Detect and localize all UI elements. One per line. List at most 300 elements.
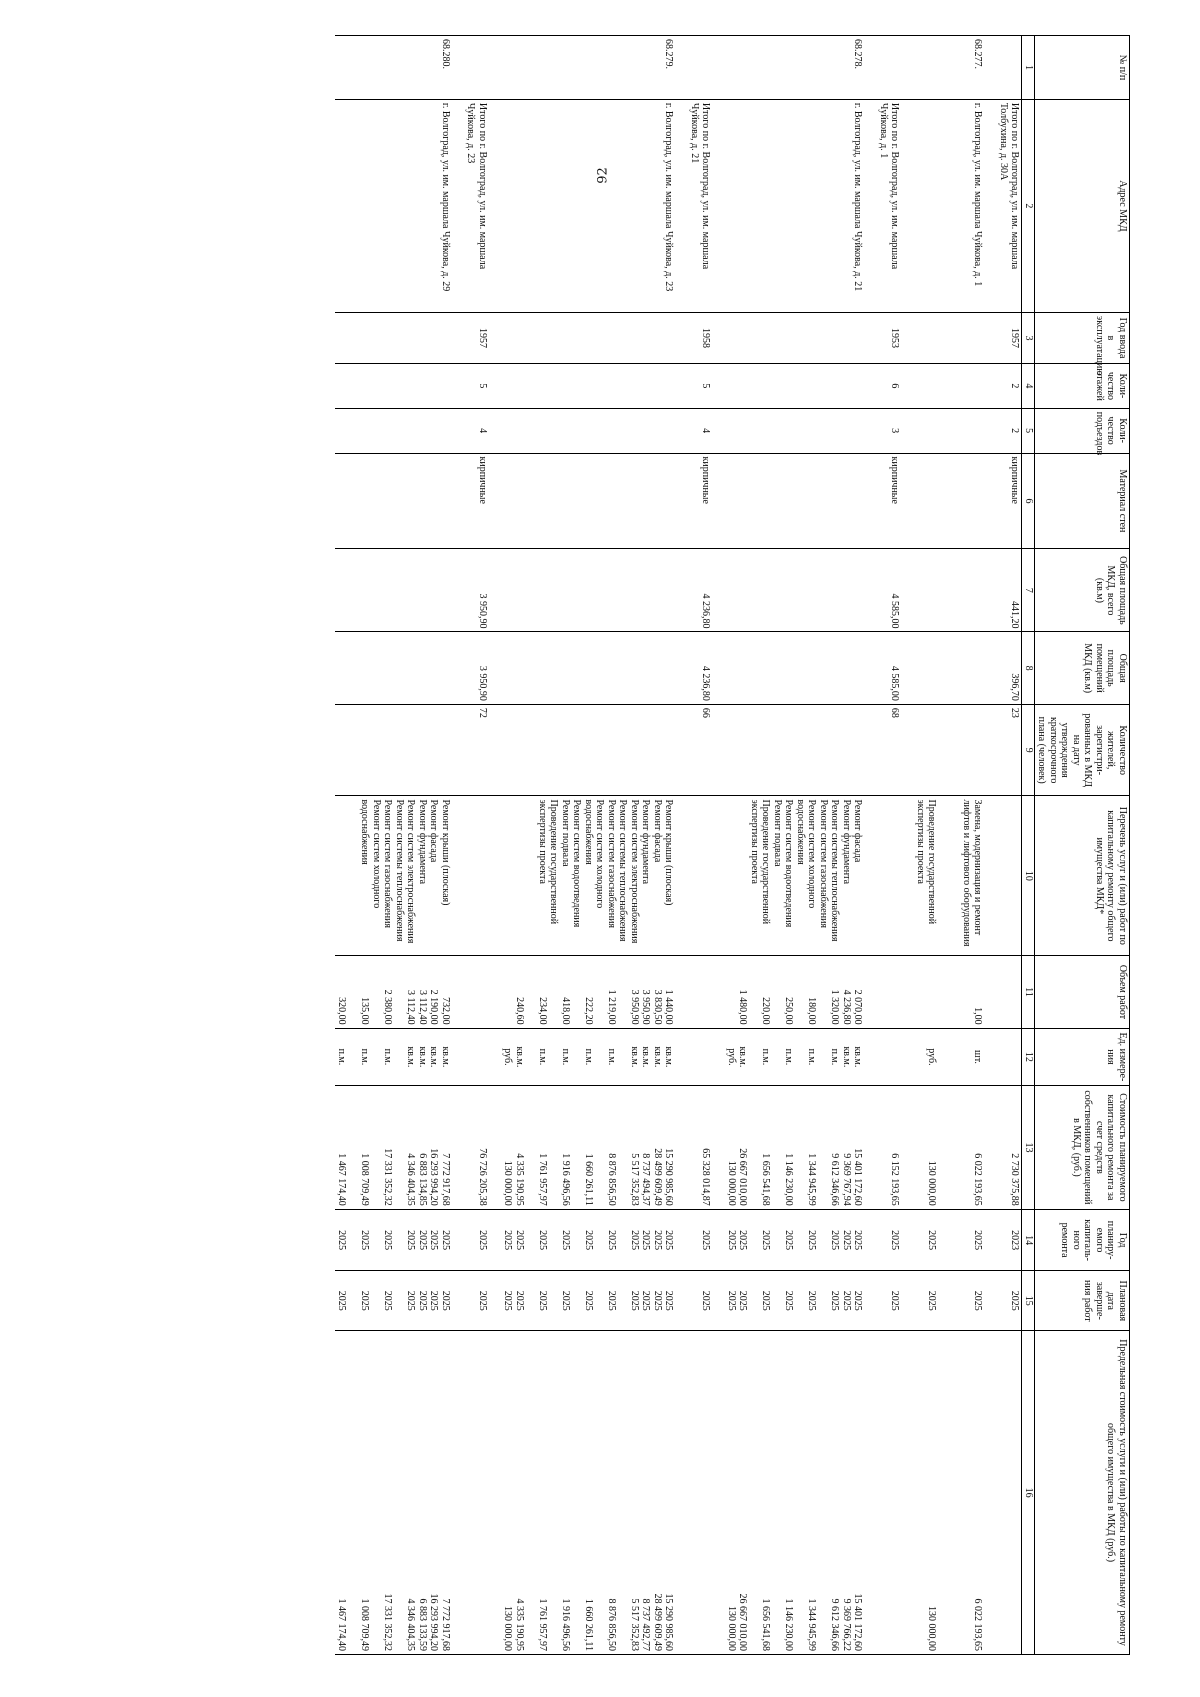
work-item: Ремонт системы теплоснабжения bbox=[617, 799, 629, 942]
cost-value: 1 008 709,49 bbox=[359, 1153, 371, 1206]
limit-value: 4 335 190,95 bbox=[514, 1598, 525, 1651]
end-year-value: 2025 bbox=[663, 1290, 675, 1311]
volume-value: 1 440,00 bbox=[663, 989, 675, 1025]
work-item: Ремонт фундамента bbox=[640, 799, 652, 885]
plan-year-value: 2025 bbox=[583, 1230, 594, 1251]
col-header-year: Год ввода в эксплуатацию bbox=[1035, 312, 1130, 363]
volume-value: 180,00 bbox=[806, 997, 818, 1025]
volume-value: 222,20 bbox=[583, 997, 594, 1025]
cost-value: 4 346 404,35 bbox=[405, 1153, 417, 1206]
plan-year-value: 2025 bbox=[382, 1230, 394, 1251]
cost-value: 1 467 174,40 bbox=[336, 1153, 348, 1206]
unit-value: п.м. bbox=[560, 1048, 571, 1066]
total-area-total: 441,20 bbox=[997, 549, 1023, 632]
end-year-value: 2025 bbox=[405, 1290, 417, 1311]
end-year-list bbox=[501, 1271, 676, 1331]
work-item: Ремонт фасада bbox=[428, 799, 440, 863]
plan-year-value: 2025 bbox=[606, 1230, 617, 1251]
house-address: г. Волгоград, ул. им. маршала Чуйкова, д. 1 bbox=[914, 99, 985, 312]
volume-value: 4 236,80 bbox=[841, 989, 852, 1025]
work-item: Ремонт систем водоотведения bbox=[571, 799, 583, 928]
plan-year-value: 2025 bbox=[640, 1230, 652, 1251]
total-entrances: 4 bbox=[464, 408, 489, 453]
cost-value: 9 612 346,66 bbox=[829, 1153, 841, 1206]
end-year-value: 2025 bbox=[537, 1290, 548, 1311]
volume-value: 732,00 bbox=[440, 997, 451, 1025]
volume-value: 135,00 bbox=[359, 997, 371, 1025]
volume-list bbox=[335, 956, 452, 1028]
cost-value: 1 761 957,97 bbox=[537, 1153, 548, 1206]
cost-value: 130 000,00 bbox=[926, 1160, 938, 1206]
col-num: 6 bbox=[1022, 453, 1035, 549]
total-area-total: 4 236,80 bbox=[688, 549, 713, 632]
plan-year-list bbox=[914, 1209, 985, 1271]
col-header-area-total: Общая площадь МКД, всего (кв.м) bbox=[1035, 549, 1130, 632]
unit-value: кв.м. bbox=[405, 1046, 417, 1068]
total-year: 1957 bbox=[997, 312, 1023, 363]
cost-value: 17 331 352,32 bbox=[382, 1148, 394, 1206]
col-num: 3 bbox=[1022, 312, 1035, 363]
total-end-year: 2025 bbox=[464, 1271, 489, 1331]
work-item: Ремонт фасада bbox=[652, 799, 663, 863]
limit-value: 8 876 856,50 bbox=[606, 1598, 617, 1651]
cost-list bbox=[725, 1086, 865, 1210]
limit-value: 1 761 957,97 bbox=[537, 1598, 548, 1651]
volume-value: 1,00 bbox=[972, 1007, 984, 1025]
unit-value: шт. bbox=[972, 1050, 984, 1064]
col-num: 16 bbox=[1022, 1331, 1035, 1655]
cost-value: 130 000,00 bbox=[502, 1160, 514, 1206]
limit-value: 15 401 172,60 bbox=[852, 1593, 864, 1651]
unit-value: кв.м. bbox=[852, 1046, 864, 1068]
total-material: кирпичные bbox=[688, 453, 713, 549]
work-item: Ремонт фундамента bbox=[841, 799, 852, 885]
plan-year-value: 2025 bbox=[502, 1230, 514, 1251]
plan-year-value: 2025 bbox=[336, 1230, 348, 1251]
column-number-row bbox=[1022, 36, 1035, 1655]
volume-list bbox=[914, 956, 985, 1028]
limit-list bbox=[501, 1331, 676, 1655]
plan-year-value: 2025 bbox=[841, 1230, 852, 1251]
volume-value: 418,00 bbox=[560, 997, 571, 1025]
total-cost: 2 730 375,88 bbox=[997, 1086, 1023, 1210]
limit-value: 1 660 261,11 bbox=[583, 1598, 594, 1651]
end-year-list bbox=[914, 1271, 985, 1331]
plan-year-value: 2025 bbox=[726, 1230, 737, 1251]
limit-value: 6 883 133,59 bbox=[417, 1598, 428, 1651]
plan-year-value: 2025 bbox=[972, 1230, 984, 1251]
row-number: 68.278. bbox=[725, 36, 865, 100]
row-number: 68.277. bbox=[914, 36, 985, 100]
col-header-cost: Стоимость планируемого капитального ремонта за счет средств собственников помещений в МКД, (руб.) bbox=[1035, 1086, 1130, 1210]
limit-value: 1 656 541,68 bbox=[760, 1598, 772, 1651]
total-address: Итого по г. Волгоград, ул. им. маршала Чуйкова, д. 21 bbox=[688, 99, 713, 312]
plan-year-value: 2025 bbox=[663, 1230, 675, 1251]
cost-list bbox=[335, 1086, 452, 1210]
total-plan-year: 2025 bbox=[688, 1209, 713, 1271]
col-header-entrances: Коли-чество подъездов bbox=[1035, 408, 1130, 453]
end-year-value: 2025 bbox=[640, 1290, 652, 1311]
end-year-value: 2025 bbox=[417, 1290, 428, 1311]
total-material: кирпичные bbox=[997, 453, 1023, 549]
unit-value: п.м. bbox=[606, 1048, 617, 1066]
house-address: г. Волгоград, ул. им. маршала Чуйкова, д. 23 bbox=[501, 99, 676, 312]
limit-value: 9 612 346,66 bbox=[829, 1598, 841, 1651]
work-item: Ремонт подвала bbox=[560, 799, 571, 867]
house-row bbox=[914, 36, 985, 1655]
unit-value: п.м. bbox=[760, 1048, 772, 1066]
rotated-page bbox=[50, 35, 1130, 1655]
work-item: Проведение государственной экспертизы проекта bbox=[537, 799, 560, 925]
col-header-area-rooms: Общая площадь помещений МКД (кв.м) bbox=[1035, 632, 1130, 704]
plan-year-value: 2025 bbox=[440, 1230, 451, 1251]
volume-value: 3 950,90 bbox=[640, 989, 652, 1025]
end-year-value: 2025 bbox=[972, 1290, 984, 1311]
header-row bbox=[1035, 36, 1130, 1655]
end-year-value: 2025 bbox=[428, 1290, 440, 1311]
unit-value: кв.м. bbox=[841, 1046, 852, 1068]
limit-value: 15 290 985,60 bbox=[663, 1593, 675, 1651]
total-area-rooms: 4 585,00 bbox=[877, 632, 902, 704]
plan-year-value: 2025 bbox=[760, 1230, 772, 1251]
end-year-value: 2025 bbox=[737, 1290, 749, 1311]
cost-list bbox=[501, 1086, 676, 1210]
total-floors: 5 bbox=[464, 364, 489, 409]
plan-year-value: 2025 bbox=[428, 1230, 440, 1251]
end-year-value: 2025 bbox=[359, 1290, 371, 1311]
cost-list bbox=[914, 1086, 985, 1210]
unit-value: п.м. bbox=[583, 1048, 594, 1066]
end-year-list bbox=[335, 1271, 452, 1331]
work-item: Ремонт системы теплоснабжения bbox=[829, 799, 841, 942]
unit-value: кв.м. bbox=[663, 1046, 675, 1068]
plan-year-value: 2025 bbox=[359, 1230, 371, 1251]
col-header-unit: Ед. измере-ния bbox=[1035, 1028, 1130, 1086]
work-item: Ремонт систем электроснабжения bbox=[405, 799, 417, 944]
end-year-value: 2025 bbox=[514, 1290, 525, 1311]
total-entrances: 3 bbox=[877, 408, 902, 453]
col-num: 10 bbox=[1022, 796, 1035, 956]
unit-value: п.м. bbox=[359, 1048, 371, 1066]
total-area-total: 4 585,00 bbox=[877, 549, 902, 632]
work-item: Замена, модернизация и ремонт лифтов и лифтового оборудования bbox=[961, 799, 984, 947]
limit-value: 1 344 945,99 bbox=[806, 1598, 818, 1651]
col-num: 2 bbox=[1022, 99, 1035, 312]
limit-value: 1 008 709,49 bbox=[359, 1598, 371, 1651]
volume-value: 220,00 bbox=[760, 997, 772, 1025]
work-item: Ремонт крыши (плоская) bbox=[440, 799, 451, 906]
limit-value: 1 146 230,00 bbox=[783, 1598, 795, 1651]
total-area-total: 3 950,90 bbox=[464, 549, 489, 632]
unit-value: п.м. bbox=[382, 1048, 394, 1066]
total-entrances: 2 bbox=[997, 408, 1023, 453]
cost-value: 130 000,00 bbox=[726, 1160, 737, 1206]
cost-value: 5 517 352,83 bbox=[629, 1153, 640, 1206]
cost-value: 1 916 496,56 bbox=[560, 1153, 571, 1206]
limit-value: 1 467 174,40 bbox=[336, 1598, 348, 1651]
total-plan-year: 2025 bbox=[877, 1209, 902, 1271]
total-end-year: 2025 bbox=[997, 1271, 1023, 1331]
plan-year-value: 2025 bbox=[829, 1230, 841, 1251]
work-item: Ремонт систем холодного водоснабжения bbox=[795, 799, 818, 909]
total-area-rooms: 396,70 bbox=[997, 632, 1023, 704]
total-floors: 2 bbox=[997, 364, 1023, 409]
plan-year-value: 2025 bbox=[560, 1230, 571, 1251]
work-item: Ремонт системы теплоснабжения bbox=[394, 799, 405, 942]
total-entrances: 4 bbox=[688, 408, 713, 453]
house-row bbox=[501, 36, 676, 1655]
volume-list bbox=[725, 956, 865, 1028]
volume-value: 320,00 bbox=[336, 997, 348, 1025]
end-year-value: 2025 bbox=[502, 1290, 514, 1311]
col-num: 8 bbox=[1022, 632, 1035, 704]
limit-value: 130 000,00 bbox=[726, 1606, 737, 1651]
plan-year-value: 2025 bbox=[737, 1230, 749, 1251]
cost-value: 15 401 172,60 bbox=[852, 1148, 864, 1206]
work-item: Ремонт систем газоснабжения bbox=[382, 799, 394, 929]
limit-value: 26 667 010,00 bbox=[737, 1593, 749, 1651]
volume-value: 1 320,00 bbox=[829, 989, 841, 1025]
total-address: Итого по г. Волгоград, ул. им. маршала Толбухина, д. 30А bbox=[997, 99, 1023, 312]
volume-value: 1 219,00 bbox=[606, 989, 617, 1025]
work-item: Ремонт фасада bbox=[852, 799, 864, 863]
limit-list bbox=[335, 1331, 452, 1655]
col-header-volume: Объем работ bbox=[1035, 956, 1130, 1028]
plan-year-list bbox=[335, 1209, 452, 1271]
volume-value bbox=[502, 959, 514, 1024]
end-year-value: 2025 bbox=[560, 1290, 571, 1311]
total-floors: 6 bbox=[877, 364, 902, 409]
plan-year-value: 2025 bbox=[405, 1230, 417, 1251]
total-residents: 66 bbox=[688, 704, 713, 796]
col-header-material: Материал стен bbox=[1035, 453, 1130, 549]
works-list bbox=[914, 796, 985, 956]
total-residents: 68 bbox=[877, 704, 902, 796]
plan-year-value: 2025 bbox=[852, 1230, 864, 1251]
work-item: Ремонт систем холодного водоснабжения bbox=[359, 799, 382, 909]
unit-value: п.м. bbox=[336, 1048, 348, 1066]
cost-value: 7 772 917,68 bbox=[440, 1153, 451, 1206]
unit-value: п.м. bbox=[537, 1048, 548, 1066]
cost-value: 26 667 010,00 bbox=[737, 1148, 749, 1206]
unit-value: кв.м. bbox=[652, 1046, 663, 1068]
volume-value: 1 480,00 bbox=[737, 989, 749, 1025]
unit-value: руб. bbox=[502, 1048, 514, 1066]
unit-value: п.м. bbox=[806, 1048, 818, 1066]
col-num: 5 bbox=[1022, 408, 1035, 453]
col-header-floors: Коли-чество этажей bbox=[1035, 364, 1130, 409]
total-residents: 72 bbox=[464, 704, 489, 796]
limit-value: 4 346 404,35 bbox=[405, 1598, 417, 1651]
works-list bbox=[335, 796, 452, 956]
limit-value: 130 000,00 bbox=[926, 1606, 938, 1651]
volume-value: 250,00 bbox=[783, 997, 795, 1025]
limit-list bbox=[914, 1331, 985, 1655]
total-cost: 6 152 193,65 bbox=[877, 1086, 902, 1210]
work-item: Проведение государственной экспертизы проекта bbox=[749, 799, 772, 925]
plan-year-list bbox=[725, 1209, 865, 1271]
total-year: 1958 bbox=[688, 312, 713, 363]
house-address: г. Волгоград, ул. им. маршала Чуйкова, д. 29 bbox=[335, 99, 452, 312]
total-floors: 5 bbox=[688, 364, 713, 409]
unit-list bbox=[914, 1028, 985, 1086]
work-item: Проведение государственной экспертизы проекта bbox=[915, 799, 938, 925]
total-row bbox=[997, 36, 1023, 1655]
limit-value: 8 737 492,77 bbox=[640, 1598, 652, 1651]
total-row bbox=[464, 36, 489, 1655]
plan-year-list bbox=[501, 1209, 676, 1271]
col-header-residents: Количество жителей, зарегистри-рованных в МКД на дату утверждения краткосрочного плана (человек) bbox=[1035, 704, 1130, 796]
row-number: 68.279. bbox=[501, 36, 676, 100]
limit-value: 16 293 994,20 bbox=[428, 1593, 440, 1651]
volume-value: 2 380,00 bbox=[382, 989, 394, 1025]
plan-year-value: 2025 bbox=[926, 1230, 938, 1251]
repair-plan-table bbox=[335, 35, 1130, 1655]
col-num: 14 bbox=[1022, 1209, 1035, 1271]
unit-value: кв.м. bbox=[737, 1046, 749, 1068]
cost-value: 4 335 190,95 bbox=[514, 1153, 525, 1206]
col-num: 9 bbox=[1022, 704, 1035, 796]
unit-value: кв.м. bbox=[514, 1046, 525, 1068]
limit-value: 9 369 766,22 bbox=[841, 1598, 852, 1651]
col-num: 12 bbox=[1022, 1028, 1035, 1086]
house-row bbox=[335, 36, 452, 1655]
cost-value: 1 344 945,99 bbox=[806, 1153, 818, 1206]
cost-value: 1 656 541,68 bbox=[760, 1153, 772, 1206]
total-area-rooms: 3 950,90 bbox=[464, 632, 489, 704]
limit-value: 28 499 609,49 bbox=[652, 1593, 663, 1651]
works-list bbox=[501, 796, 676, 956]
unit-value: кв.м. bbox=[629, 1046, 640, 1068]
col-num: 11 bbox=[1022, 956, 1035, 1028]
total-cost: 76 726 205,38 bbox=[464, 1086, 489, 1210]
limit-value: 1 916 496,56 bbox=[560, 1598, 571, 1651]
end-year-value: 2025 bbox=[926, 1290, 938, 1311]
limit-value: 7 772 917,68 bbox=[440, 1598, 451, 1651]
end-year-value: 2025 bbox=[382, 1290, 394, 1311]
unit-list bbox=[501, 1028, 676, 1086]
volume-value: 234,00 bbox=[537, 997, 548, 1025]
unit-value: кв.м. bbox=[640, 1046, 652, 1068]
work-item: Ремонт систем электроснабжения bbox=[629, 799, 640, 944]
cost-value: 8 876 856,50 bbox=[606, 1153, 617, 1206]
work-item: Ремонт систем газоснабжения bbox=[818, 799, 829, 929]
cost-value: 1 146 230,00 bbox=[783, 1153, 795, 1206]
work-item: Ремонт систем газоснабжения bbox=[606, 799, 617, 929]
end-year-value: 2025 bbox=[440, 1290, 451, 1311]
col-num: 4 bbox=[1022, 364, 1035, 409]
total-row bbox=[688, 36, 713, 1655]
volume-value: 3 950,90 bbox=[629, 989, 640, 1025]
unit-list bbox=[335, 1028, 452, 1086]
unit-list bbox=[725, 1028, 865, 1086]
total-address: Итого по г. Волгоград, ул. им. маршала Чуйкова, д. 1 bbox=[877, 99, 902, 312]
total-year: 1957 bbox=[464, 312, 489, 363]
limit-value: 130 000,00 bbox=[502, 1606, 514, 1651]
end-year-value: 2025 bbox=[852, 1290, 864, 1311]
end-year-list bbox=[725, 1271, 865, 1331]
house-address: г. Волгоград, ул. им. маршала Чуйкова, д. 21 bbox=[725, 99, 865, 312]
total-area-rooms: 4 236,80 bbox=[688, 632, 713, 704]
end-year-value: 2025 bbox=[606, 1290, 617, 1311]
total-end-year: 2025 bbox=[877, 1271, 902, 1331]
work-item: Ремонт систем водоотведения bbox=[783, 799, 795, 928]
end-year-value: 2025 bbox=[841, 1290, 852, 1311]
col-header-num: № п/п bbox=[1035, 36, 1130, 100]
plan-year-value: 2025 bbox=[514, 1230, 525, 1251]
cost-value: 9 369 767,94 bbox=[841, 1153, 852, 1206]
work-item: Ремонт подвала bbox=[772, 799, 783, 867]
unit-value: руб. bbox=[726, 1048, 737, 1066]
volume-value: 240,60 bbox=[514, 997, 525, 1025]
unit-value: кв.м. bbox=[440, 1046, 451, 1068]
unit-value: кв.м. bbox=[417, 1046, 428, 1068]
total-material: кирпичные bbox=[877, 453, 902, 549]
total-end-year: 2025 bbox=[688, 1271, 713, 1331]
volume-value: 3 112,40 bbox=[417, 990, 428, 1025]
total-cost: 65 328 014,87 bbox=[688, 1086, 713, 1210]
unit-value: п.м. bbox=[829, 1048, 841, 1066]
col-num: 1 bbox=[1022, 36, 1035, 100]
house-row bbox=[725, 36, 865, 1655]
work-item: Ремонт фундамента bbox=[417, 799, 428, 885]
plan-year-value: 2025 bbox=[806, 1230, 818, 1251]
col-num: 15 bbox=[1022, 1271, 1035, 1331]
end-year-value: 2025 bbox=[726, 1290, 737, 1311]
end-year-value: 2025 bbox=[583, 1290, 594, 1311]
limit-value: 6 022 193,65 bbox=[972, 1598, 984, 1651]
cost-value: 15 290 985,60 bbox=[663, 1148, 675, 1206]
plan-year-value: 2025 bbox=[629, 1230, 640, 1251]
cost-value: 8 737 494,37 bbox=[640, 1153, 652, 1206]
unit-value: п.м. bbox=[783, 1048, 795, 1066]
end-year-value: 2025 bbox=[336, 1290, 348, 1311]
end-year-value: 2025 bbox=[760, 1290, 772, 1311]
volume-value: 3 830,50 bbox=[652, 989, 663, 1025]
volume-value: 2 070,00 bbox=[852, 989, 864, 1025]
plan-year-value: 2025 bbox=[417, 1230, 428, 1251]
unit-value: кв.м. bbox=[428, 1046, 440, 1068]
total-row bbox=[877, 36, 902, 1655]
col-header-plan-year: Год планиру-емого капиталь-ного ремонта bbox=[1035, 1209, 1130, 1271]
limit-list bbox=[725, 1331, 865, 1655]
volume-value bbox=[726, 959, 738, 1024]
cost-value: 6 022 193,65 bbox=[972, 1153, 984, 1206]
works-list bbox=[725, 796, 865, 956]
end-year-value: 2025 bbox=[829, 1290, 841, 1311]
work-item: Ремонт крыши (плоская) bbox=[663, 799, 675, 906]
total-year: 1953 bbox=[877, 312, 902, 363]
volume-value bbox=[926, 959, 938, 1024]
total-material: кирпичные bbox=[464, 453, 489, 549]
cost-value: 6 883 134,85 bbox=[417, 1153, 428, 1206]
plan-year-value: 2025 bbox=[652, 1230, 663, 1251]
col-header-end-year: Плановая дата заверше-ния работ bbox=[1035, 1271, 1130, 1331]
col-header-limit: Предельная стоимость услуги и (или) работы по капитальному ремонту общего имущества в МКД (руб.) bbox=[1035, 1331, 1130, 1655]
col-header-works: Перечень услуг и (или) работ по капитальному ремонту общего имущества МКД* bbox=[1035, 796, 1130, 956]
total-address: Итого по г. Волгоград, ул. им. маршала Чуйкова, д. 23 bbox=[464, 99, 489, 312]
plan-year-value: 2025 bbox=[783, 1230, 795, 1251]
cost-value: 28 499 609,49 bbox=[652, 1148, 663, 1206]
unit-value: руб. bbox=[926, 1048, 938, 1066]
total-residents: 23 bbox=[997, 704, 1023, 796]
end-year-value: 2025 bbox=[783, 1290, 795, 1311]
cost-value: 1 660 261,11 bbox=[583, 1153, 594, 1206]
volume-value: 2 190,00 bbox=[428, 989, 440, 1025]
col-num: 13 bbox=[1022, 1086, 1035, 1210]
work-item: Ремонт систем холодного водоснабжения bbox=[583, 799, 606, 909]
limit-value: 17 331 352,32 bbox=[382, 1593, 394, 1651]
